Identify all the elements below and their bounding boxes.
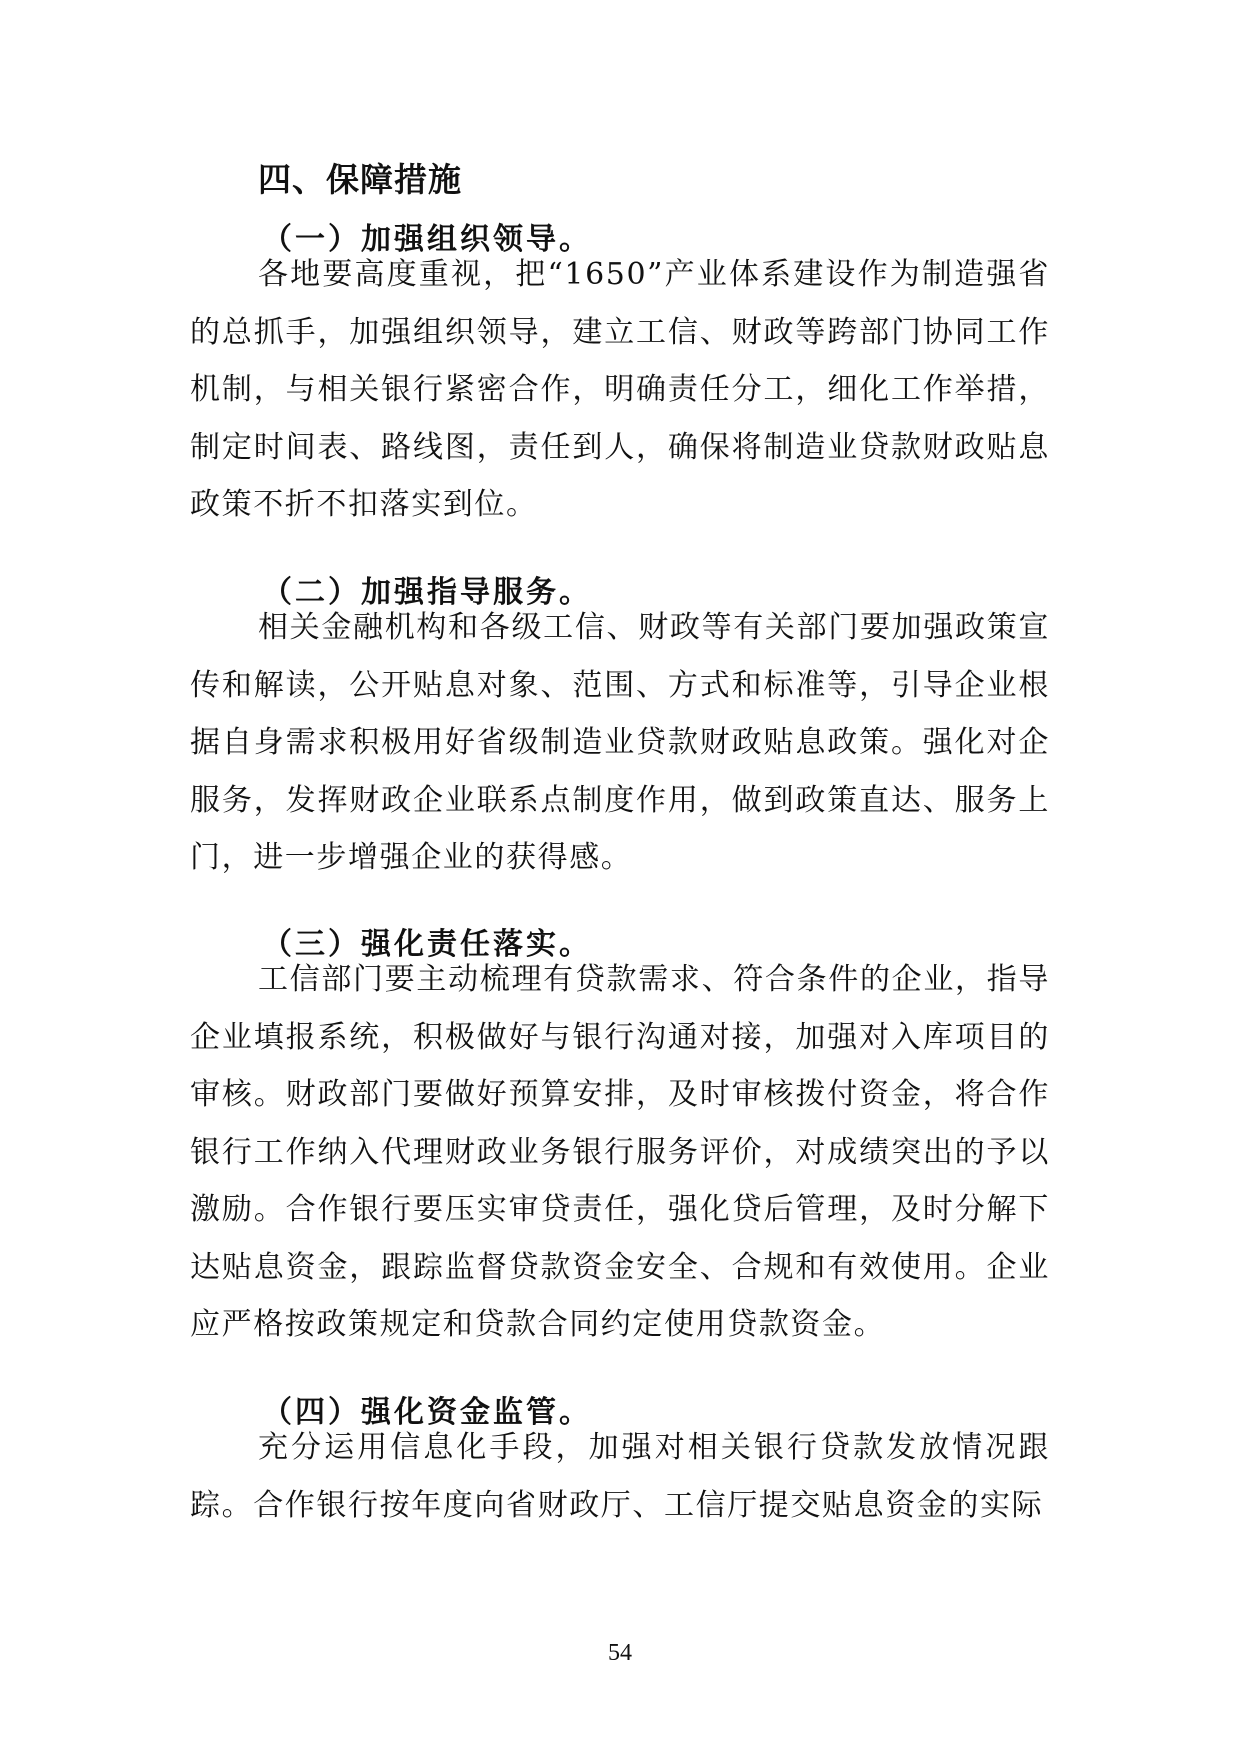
paragraph-3: 工信部门要主动梳理有贷款需求、符合条件的企业，指导企业填报系统，积极做好与银行沟通对接，加强对入库项目的审核。财政部门要做好预算安排，及时审核拨付资金，将合作银行工作纳入代理财政业务银行服务评价，对成绩突出的予以激励。合作银行要压实审贷责任，强化贷后管理，及时分解下达贴息资金，跟踪监督贷款资金安全、合规和有效使用。企业应严格按政策规定和贷款合同约定使用贷款资金。	[190, 962, 1050, 1342]
paragraph-2: 相关金融机构和各级工信、财政等有关部门要加强政策宣传和解读，公开贴息对象、范围、方式和标准等，引导企业根据自身需求积极用好省级制造业贷款财政贴息政策。强化对企服务，发挥财政企业联系点制度作用，做到政策直达、服务上门，进一步增强企业的获得感。	[190, 610, 1050, 875]
subsection-heading-2: （二）加强指导服务。	[262, 575, 592, 610]
subsection-heading-4: （四）强化资金监管。	[262, 1395, 592, 1430]
section-title: 四、保障措施	[258, 160, 462, 199]
paragraph-4: 充分运用信息化手段，加强对相关银行贷款发放情况跟踪。合作银行按年度向省财政厅、工信厅提交贴息资金的实际	[190, 1430, 1050, 1523]
page-number: 54	[608, 1640, 632, 1666]
subsection-heading-1: （一）加强组织领导。	[262, 222, 592, 257]
paragraph-1: 各地要高度重视，把“1650”产业体系建设作为制造强省的总抓手，加强组织领导，建立工信、财政等跨部门协同工作机制，与相关银行紧密合作，明确责任分工，细化工作举措，制定时间表、路线图，责任到人，确保将制造业贷款财政贴息政策不折不扣落实到位。	[190, 257, 1050, 522]
subsection-heading-3: （三）强化责任落实。	[262, 927, 592, 962]
